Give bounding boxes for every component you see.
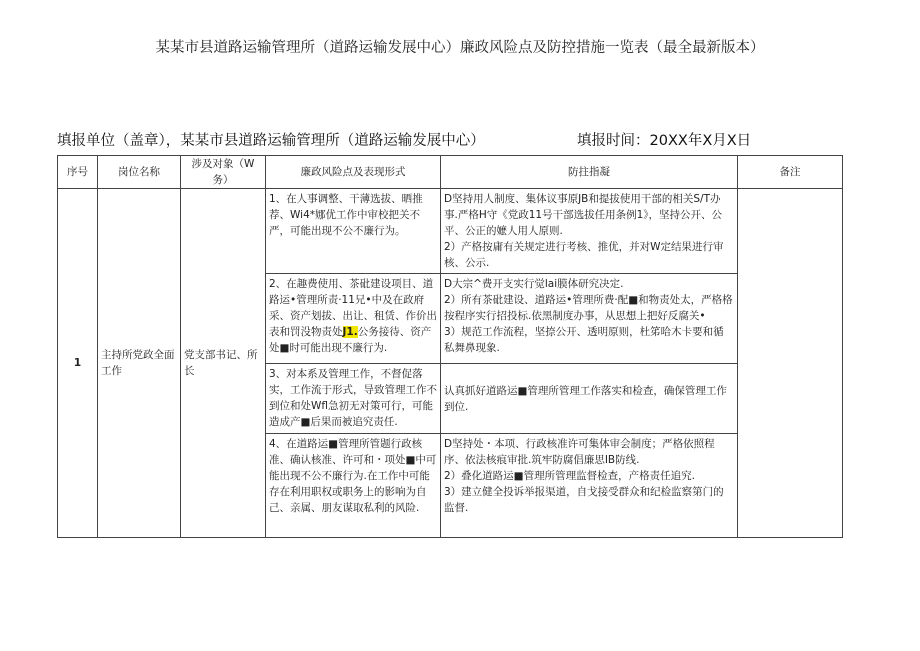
header-index: 序号 (58, 156, 98, 189)
risk-cell-1: 1、在人事调整、干薄选拔、晒推荐、Wi4*娜优工作中审校把关不严，可能出现不公不廉行为。 (266, 189, 441, 274)
measure-line: 2）叠化道路运■管理所管理监督检查，产格责任追究. (444, 470, 695, 482)
fill-time-text: 填报时间：20XX年X月X日 (577, 133, 752, 149)
measures-cell-4 (441, 434, 738, 538)
risk-text-part: 公务接待、资产处■时可能出现不廉行为. (269, 326, 432, 354)
document-title: 某某市县道路运输管理所（道路运输发展中心）廉政风险点及防控措施一览表（最全最新版本） (155, 40, 765, 56)
header-remark: 备注 (738, 156, 843, 189)
risk-table (57, 155, 843, 538)
measure-line: 认真抓好道路运■管理所管理工作落实和检查，确保管理工作到位. (444, 384, 727, 413)
row-index-cell: 1 (58, 189, 98, 538)
risk-cell-2 (266, 274, 441, 364)
measures-cell-1 (441, 189, 738, 274)
measure-line: D坚持用人制度、集体议事原JB和提拔使用干部的相关S/T办事.严格H守《党政11号干部选拔任用条例1》，坚持公开、公平、公正的嬷人用人原则. (444, 193, 723, 237)
measures-cell-3 (441, 364, 738, 434)
risk-cell-4: 4、在道路运■管理所管题行政核准、确认核准、许可和・项处■中可能出现不公不廉行为.在工作中可能存在利用职权或职务上的影响为自己、亲属、朋友谋取私利的风险. (266, 434, 441, 538)
measure-line: D坚持处・本项、行政核准许可集体审会制度；严格依照程序、依法核痕审批.筑牢防腐倡廉思IB防线. (444, 438, 715, 466)
fill-info-row (57, 129, 752, 150)
row-post-cell: 主持所党政全面工作 (98, 189, 181, 538)
table-row (58, 189, 843, 274)
header-measures: 防拄指凝 (441, 156, 738, 189)
header-risk: 廉政风险点及表现形式 (266, 156, 441, 189)
measure-line: 2）产格按庸有关规定进行考核、推优，并对W定结果进行审核、公示. (444, 241, 724, 269)
measures-cell-2 (441, 274, 738, 364)
measure-line: D大宗^费开支实行觉lai膜体研究决定. (444, 278, 624, 290)
measure-line: 2）所有茶砒建设、道路运•管理所费·配■和物责处太，严格格按程序实行招投标.依黑制度办事，从思想上把好反腐关• (444, 294, 733, 322)
measure-line: 3）建立健全投诉举报渠道，自戈接受群众和纪检监察第门的监督. (444, 486, 724, 514)
table-header-row (58, 156, 843, 189)
highlighted-mark: J1. (342, 326, 358, 338)
risk-cell-3: 3、对本系及管理工作，不督促落实，工作流于形式，导致管理工作不到位和处Wfl急初无对策可行，可能造成产■后果而被追究责任. (266, 364, 441, 434)
risk-text-part: 2、在趣费使用、茶砒建设项目、道路运•管理所责·11兄•中及在政府采、资产划拔、出让、租赁、作价出表和罚没物责处 (269, 278, 437, 338)
header-post: 岗位名称 (98, 156, 181, 189)
row-target-cell: 党支部书记、所长 (181, 189, 266, 538)
measure-line: 3）规范工作流程，坚捺公开、透明原则，杜笫哈木卡要和循私舞鼻现象. (444, 326, 724, 354)
header-target: 涉及对象（W务） (181, 156, 266, 189)
remark-cell (738, 189, 843, 538)
fill-unit-text: 填报单位（盖章），某某市县道路运输管理所（道路运输发展中心） (57, 133, 485, 149)
